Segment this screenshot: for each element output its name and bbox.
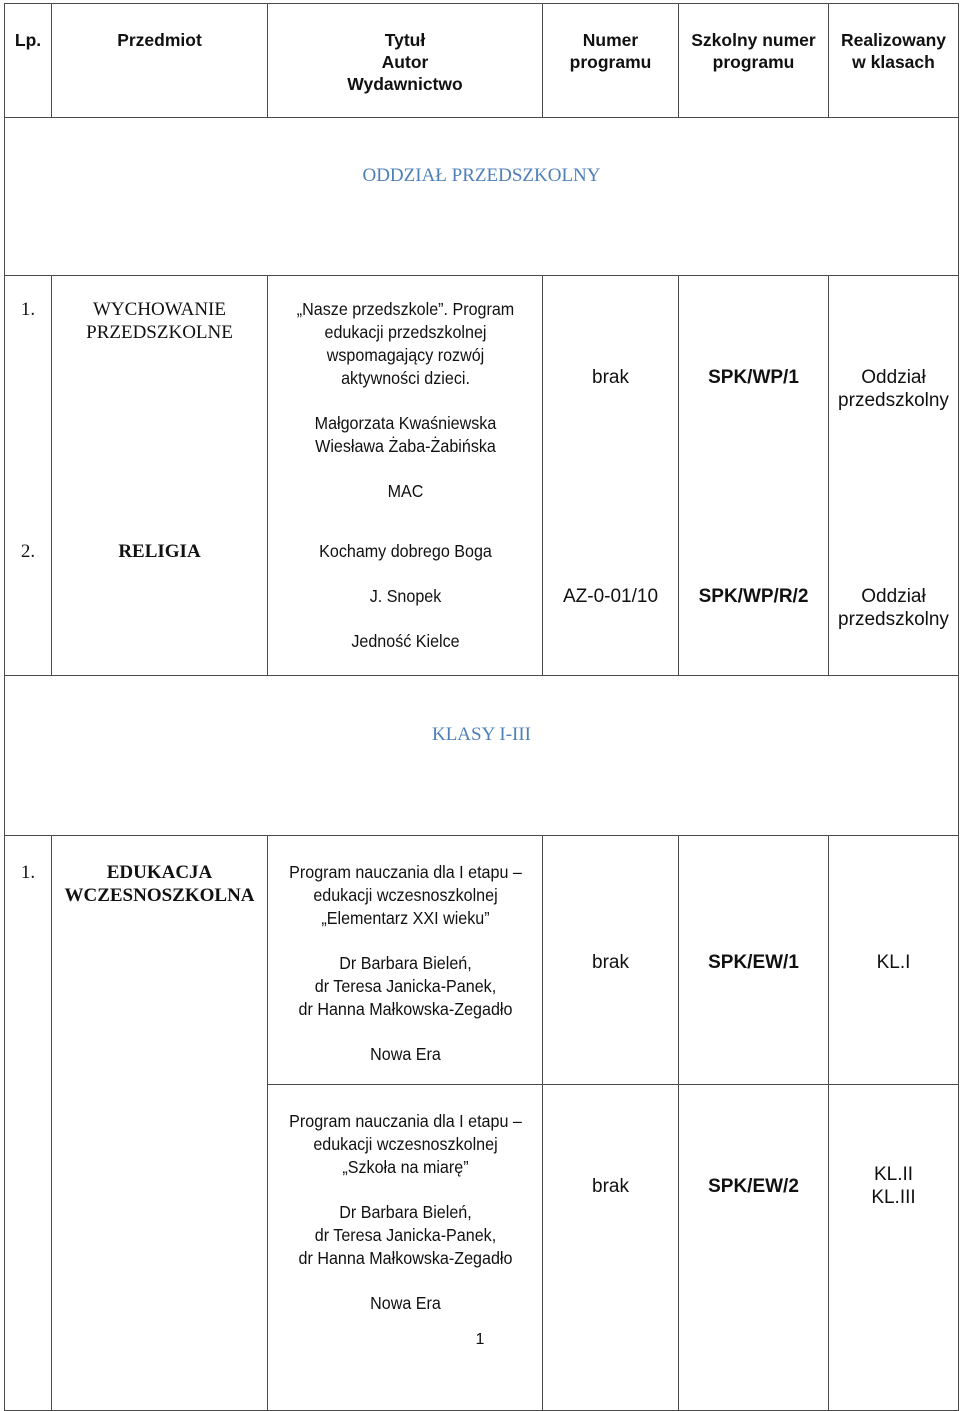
row-szkolny: SPK/WP/1: [679, 276, 829, 521]
row-lp: 1.: [5, 276, 52, 521]
row-klasy: Oddział przedszkolny: [829, 276, 959, 521]
header-szkolny: Szkolny numer programu: [679, 4, 829, 118]
program-table: [4, 3, 959, 1411]
row-lp: 2.: [5, 520, 52, 676]
row-tytul: Program nauczania dla I etapu – edukacji wczesnoszkolnej „Elementarz XXI wieku” Dr Barbara Bieleń, dr Teresa Janicka-Panek, dr Hanna Małkowska-Zegadło Nowa Era: [279, 836, 532, 1085]
document-page: [4, 3, 958, 1411]
row-numer: brak: [543, 1085, 679, 1411]
table-header: [5, 4, 959, 118]
header-numer: Numer programu: [543, 4, 679, 118]
row-szkolny: SPK/EW/1: [679, 836, 829, 1085]
header-lp: Lp.: [5, 4, 52, 118]
row-szkolny: SPK/WP/R/2: [679, 520, 829, 676]
row-klasy: Oddział przedszkolny: [829, 520, 959, 676]
header-przedmiot: Przedmiot: [52, 4, 268, 118]
row-szkolny: SPK/EW/2: [679, 1085, 829, 1411]
section-title-row: [5, 676, 959, 836]
page-number: 1: [475, 1331, 485, 1348]
row-klasy: KL.II KL.III: [829, 1085, 959, 1411]
row-numer: brak: [543, 276, 679, 521]
table-row: [5, 520, 959, 676]
section-title-row: [5, 118, 959, 276]
row-numer: brak: [543, 836, 679, 1085]
header-realizowany: Realizowany w klasach: [829, 4, 959, 118]
table-row: [5, 276, 959, 521]
row-numer: AZ-0-01/10: [543, 520, 679, 676]
row-tytul: „Nasze przedszkole”. Program edukacji przedszkolnej wspomagający rozwój aktywności dzieci. Małgorzata Kwaśniewska Wiesława Żaba-Żabińska MAC: [279, 276, 532, 521]
row-przedmiot: EDUKACJA WCZESNOSZKOLNA: [52, 836, 268, 1411]
row-przedmiot: RELIGIA: [52, 520, 268, 676]
section-title: KLASY I-III: [5, 676, 959, 836]
row-tytul: Kochamy dobrego Boga J. Snopek Jedność Kielce: [279, 520, 532, 676]
section-title: ODDZIAŁ PRZEDSZKOLNY: [5, 118, 959, 276]
header-tytul: Tytuł Autor Wydawnictwo: [268, 4, 543, 118]
row-przedmiot: WYCHOWANIE PRZEDSZKOLNE: [52, 276, 268, 521]
row-tytul: Program nauczania dla I etapu – edukacji wczesnoszkolnej „Szkoła na miarę” Dr Barbara Bieleń, dr Teresa Janicka-Panek, dr Hanna Małkowska-Zegadło Nowa Era: [279, 1085, 532, 1411]
row-klasy: KL.I: [829, 836, 959, 1085]
table-row: [5, 836, 959, 1085]
row-lp: 1.: [5, 836, 52, 1411]
